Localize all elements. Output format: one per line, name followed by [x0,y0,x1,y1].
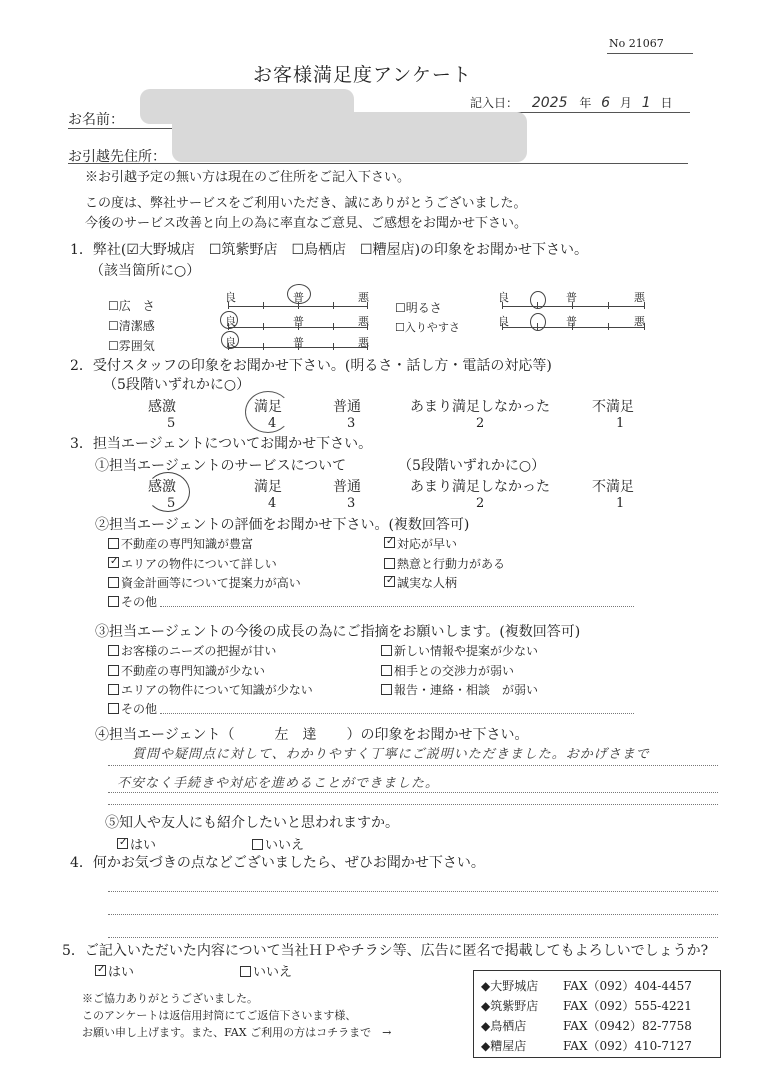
q1-r-scale-good: 良 [498,291,509,304]
q1-item-cleanliness[interactable]: ☐清潔感 [108,319,155,333]
q1-scale-good-2: 良 [225,315,236,328]
fax-number-4: FAX（092）410-7127 [563,1039,692,1053]
q3-heading: 3．担当エージェントについてお聞かせ下さい。 [70,436,373,452]
q3-s3-opt-label: 不動産の専門知識が少ない [121,664,266,678]
q2-number-5: 5 [167,416,176,431]
month-unit: 月 [619,96,632,110]
q2-rating-3-label[interactable]: 普通 [333,399,361,415]
q3-s5-no[interactable] [252,834,304,853]
q3-s2-opt-area[interactable] [108,555,277,572]
checkbox-checked[interactable] [108,557,119,568]
fax-store-1: ◆大野城店 [481,979,539,993]
day-unit: 日 [660,96,673,110]
q1-r-scale-normal: 普 [566,291,577,304]
address-redaction [172,112,527,162]
q1-scale-good: 良 [225,291,236,304]
q1-item-atmosphere[interactable]: ☐雰囲気 [108,339,155,353]
year-unit: 年 [579,96,592,110]
entry-date-label: 記入日： [470,96,519,110]
q1-scale-good-3: 良 [225,336,236,349]
q3-number-1: 1 [616,496,625,511]
address-label: お引越先住所： [68,149,166,165]
q3-s2-opt-label: その他 [121,595,158,609]
q3-s2-opt-sincere[interactable] [384,574,457,591]
q3-s2-opt-label: 資金計画等について提案力が高い [121,576,301,590]
checkbox[interactable] [381,645,392,656]
name-label: お名前： [68,112,124,128]
intro-line-2: 今後のサービス改善と向上の為に率直なご意見、ご感想をお聞かせ下さい。 [85,216,528,231]
entry-month: 6 [601,95,611,111]
q2-number-1: 1 [616,416,625,431]
q3-s3-opt-label: 報告・連絡・相談 が弱い [394,683,539,697]
q1-size-mark [287,284,311,304]
q2-number-3: 3 [347,416,356,431]
page-title: お客様満足度アンケート [253,64,472,86]
q1-brightness-mark [530,291,546,309]
checkbox[interactable] [108,703,119,714]
q3-s4 [95,724,528,744]
q4-heading: 4．何かお気づきの点などございましたら、ぜひお聞かせ下さい。 [70,855,485,871]
q3-s3-opt-label: 相手との交渉力が弱い [394,664,515,678]
q3-rating-3-label[interactable]: 普通 [333,479,361,495]
checkbox-checked[interactable] [117,838,128,849]
checkbox[interactable] [108,684,119,695]
q3-s2-opt-label: 熱意と行動力がある [397,557,506,571]
intro-line-1: この度は、弊社サービスをご利用いただき、誠にありがとうございました。 [85,196,527,211]
q1-sub: （該当箇所に○） [90,263,201,279]
q3-s4-answer-line-2: 不安なく手続きや対応を進めることができました。 [117,776,440,791]
q3-s2-opt-knowledge[interactable] [108,535,253,552]
document-number: No 21067 [609,37,664,50]
q3-s3: ③担当エージェントの今後の成長の為にご指摘をお願いします。(複数回答可) [95,624,581,640]
q3-s3-opt-other[interactable] [108,700,157,717]
q1-scale-bad-2: 悪 [358,315,369,328]
q3-s4-suffix: ）の印象をお聞かせ下さい。 [346,727,529,743]
q3-s3-opt-label: エリアの物件について知識が少ない [121,683,313,697]
q2-rating-4-label[interactable]: 満足 [254,399,282,415]
footer-thanks: ※ご協力ありがとうございました。 [82,992,258,1005]
q3-s2: ②担当エージェントの評価をお聞かせ下さい。(複数回答可) [95,517,470,533]
q3-s2-opt-funding[interactable] [108,574,301,591]
q3-s3-opt-negotiation[interactable] [381,662,514,679]
checkbox[interactable] [381,684,392,695]
q3-s3-opt-report[interactable] [381,681,538,698]
q3-s3-opt-knowledge[interactable] [108,662,265,679]
q3-s5-yes-label: はい [130,838,157,853]
q1-scale-normal: 普 [293,291,304,304]
q1-r-scale-good-2: 良 [498,315,509,328]
checkbox-checked[interactable] [95,965,106,976]
footer-fax-note: お願い申し上げます。また、FAX ご利用の方はコチラまで → [82,1026,392,1039]
q3-s2-opt-label: 誠実な人柄 [397,576,458,590]
q1-item-accessibility[interactable]: ☐入りやすさ [395,321,460,334]
q2-heading: 2．受付スタッフの印象をお聞かせ下さい。(明るさ・話し方・電話の対応等) [70,358,552,374]
q2-rating-5-label[interactable]: 感激 [148,399,176,415]
q1-r-scale-bad-2: 悪 [634,315,645,328]
checkbox-checked[interactable] [384,537,395,548]
checkbox[interactable] [384,558,395,569]
q1-r-scale-bad: 悪 [634,291,645,304]
q3-s2-opt-other[interactable] [108,593,157,610]
fax-number-2: FAX（092）555-4221 [563,999,692,1013]
q3-s5-yes[interactable] [117,834,156,853]
checkbox[interactable] [240,966,251,977]
q1-scale-bad-3: 悪 [358,336,369,349]
footer-return: このアンケートは返信用封筒にてご返信下さいます様、 [82,1009,357,1022]
q3-s3-opt-label: 新しい情報や提案が少ない [394,644,539,658]
q1-scale-normal-2: 普 [293,315,304,328]
fax-number-3: FAX（0942）82-7758 [563,1019,692,1033]
q2-number-4: 4 [268,416,277,431]
q3-selected-mark [146,472,190,512]
q5-yes-label: はい [108,965,135,980]
q5-no[interactable] [240,961,292,980]
q3-number-3: 3 [347,496,356,511]
q5-heading: 5．ご記入いただいた内容について当社ＨＰやチラシ等、広告に匿名で掲載してもよろしいでしょうか? [62,943,709,959]
q3-s3-opt-needs[interactable] [108,642,276,659]
q2-number-2: 2 [476,416,485,431]
q3-s3-opt-info[interactable] [381,642,538,659]
checkbox-checked[interactable] [384,576,395,587]
q3-s3-opt-label: お客様のニーズの把握が甘い [121,644,277,658]
q1-scale-bad: 悪 [358,291,369,304]
q1-item-brightness[interactable]: ☐明るさ [395,301,442,315]
checkbox[interactable] [381,665,392,676]
q2-rating-2-label[interactable]: あまり満足しなかった [410,399,550,415]
q2-rating-1-label[interactable]: 不満足 [592,399,634,415]
q3-s1: ①担当エージェントのサービスについて [95,458,347,474]
q3-s2-opt-label: 対応が早い [397,537,458,551]
q3-number-4: 4 [268,496,277,511]
q5-yes[interactable] [95,961,134,980]
q3-s5-no-label: いいえ [265,838,305,853]
q2-selected-mark [245,391,291,433]
q1-cleanliness-mark [220,311,238,329]
q3-s4-prefix: ④担当エージェント（ [95,727,235,743]
q3-number-2: 2 [476,496,485,511]
q1-scale-normal-3: 普 [293,336,304,349]
q1-accessibility-mark [530,313,546,331]
q1-atmosphere-mark [221,331,239,349]
fax-store-2: ◆筑紫野店 [481,999,539,1013]
q3-rating-2-label[interactable]: あまり満足しなかった [410,479,550,495]
q3-s2-opt-fast[interactable] [384,535,457,552]
entry-date [470,94,673,111]
q3-s2-opt-passion[interactable] [384,555,505,572]
q3-s1-sub: （5段階いずれかに○） [398,458,546,474]
q3-number-5: 5 [167,496,176,511]
checkbox[interactable] [108,596,119,607]
checkbox[interactable] [252,839,263,850]
q3-s2-opt-label: 不動産の専門知識が豊富 [121,537,254,551]
q3-rating-5-label[interactable]: 感激 [148,479,176,495]
q3-s3-opt-area[interactable] [108,681,313,698]
q3-s5: ⑤知人や友人にも紹介したいと思われますか。 [105,815,399,831]
q2-sub: （5段階いずれかに○） [103,377,251,393]
q5-no-label: いいえ [253,965,293,980]
q1-heading: 1．弊社(☑大野城店 ☐筑紫野店 ☐鳥栖店 ☐糟屋店)の印象をお聞かせ下さい。 [70,242,589,258]
fax-store-4: ◆糟屋店 [481,1039,527,1053]
entry-day: 1 [641,95,651,111]
fax-number-1: FAX（092）404-4457 [563,979,692,993]
q3-s2-opt-label: エリアの物件について詳しい [121,557,277,571]
entry-year: 2025 [531,95,568,111]
checkbox[interactable] [108,645,119,656]
q3-rating-1-label[interactable]: 不満足 [592,479,634,495]
fax-store-3: ◆鳥栖店 [481,1019,527,1033]
q1-item-size[interactable]: ☐広 さ [108,299,155,313]
checkbox[interactable] [108,577,119,588]
checkbox[interactable] [108,538,119,549]
q3-s4-answer-line-1: 質問や疑問点に対して、わかりやすく丁寧にご説明いただきました。おかげさまで [132,747,650,762]
q3-s3-opt-label: その他 [121,702,158,716]
q1-r-scale-normal-2: 普 [566,315,577,328]
address-note: ※お引越予定の無い方は現在のご住所をご記入下さい。 [85,170,411,185]
checkbox[interactable] [108,665,119,676]
agent-name: 左 達 [274,727,317,743]
q3-rating-4-label[interactable]: 満足 [254,479,282,495]
